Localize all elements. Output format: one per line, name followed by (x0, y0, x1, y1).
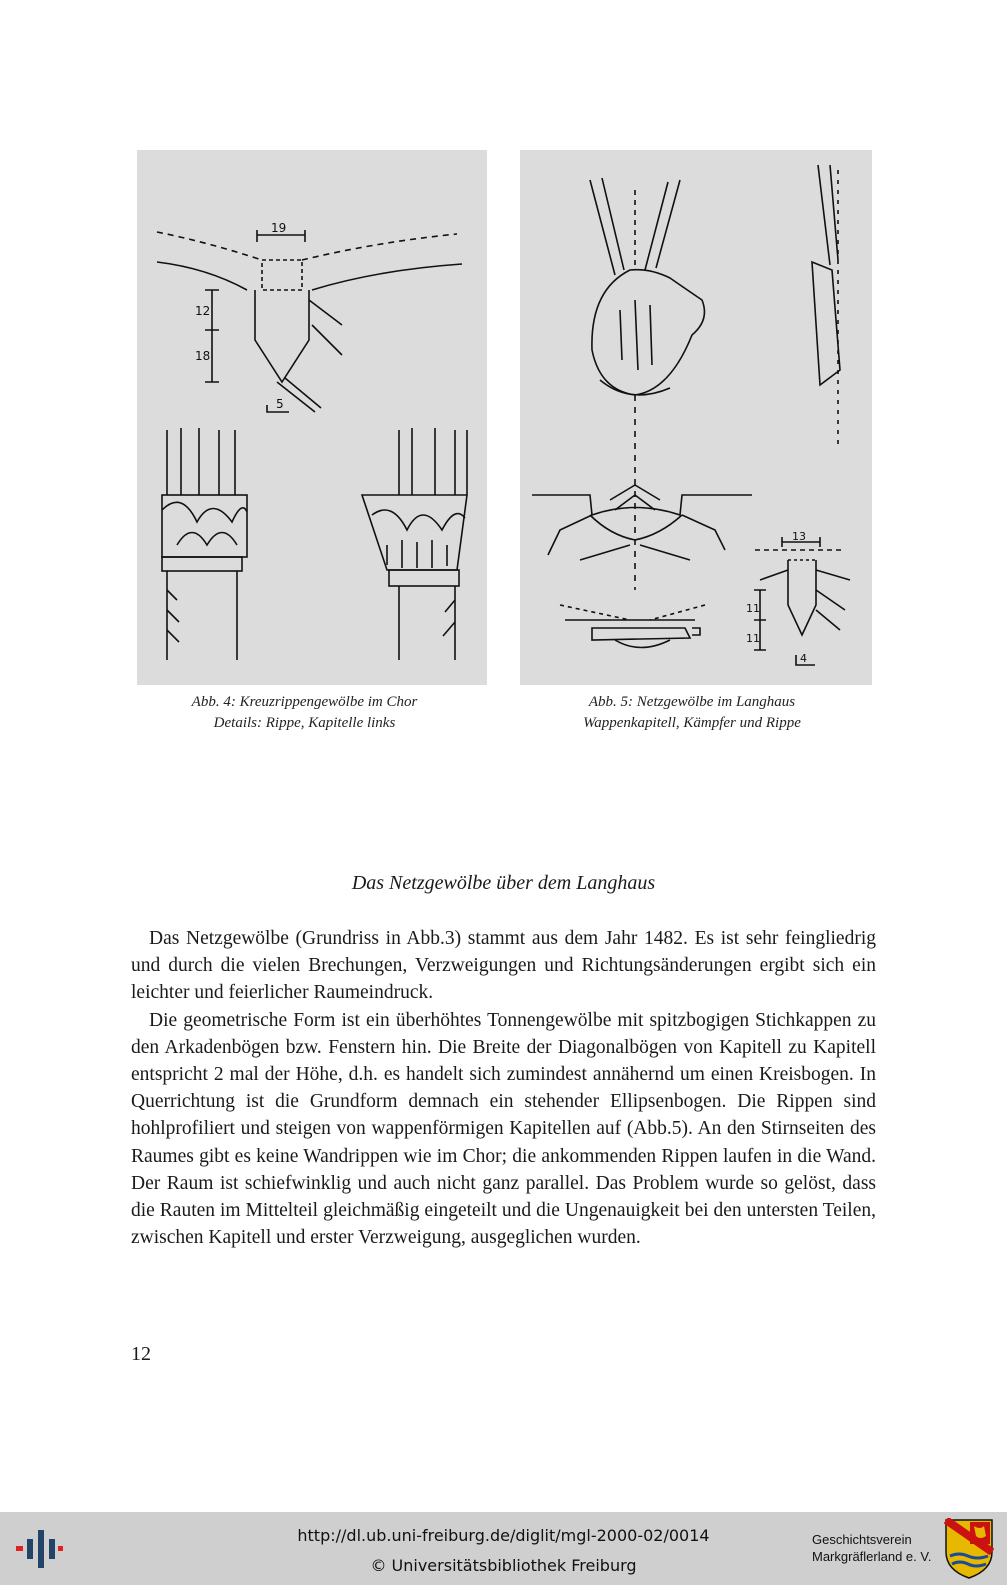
dim-label-13: 13 (792, 530, 806, 543)
abb4-sketch (137, 150, 487, 685)
society-line: Markgräflerland e. V. (812, 1549, 932, 1564)
dim-label-4: 4 (800, 652, 807, 665)
society-line: Geschichtsverein (812, 1532, 912, 1547)
footer-society-name (812, 1531, 942, 1565)
dim-label-11b: 11 (746, 632, 760, 645)
paragraph: Das Netzgewölbe (Grundriss in Abb.3) stammt aus dem Jahr 1482. Es ist sehr feingliedrig und durch die vielen Brechungen, Verzweigungen und Richtungsänderungen ergibt sich ein leichter und feierlicher Raumeindruck. (131, 928, 876, 1004)
dim-label-18: 18 (195, 349, 211, 363)
footer-url-link[interactable]: http://dl.ub.uni-freiburg.de/diglit/mgl-2000-02/0014 (297, 1526, 710, 1545)
dim-label-12: 12 (195, 304, 211, 318)
section-heading: Das Netzgewölbe über dem Langhaus (351, 872, 656, 894)
caption-line: Abb. 4: Kreuzrippengewölbe im Chor (191, 694, 418, 710)
body-text (131, 925, 876, 1251)
abb5-sketch (520, 150, 872, 685)
figure-abb4-caption (137, 692, 472, 734)
caption-line: Wappenkapitell, Kämpfer und Rippe (583, 715, 801, 731)
dim-label-19: 19 (271, 221, 287, 235)
coat-of-arms-icon (944, 1518, 994, 1580)
dim-label-11a: 11 (746, 602, 760, 615)
footer-copyright: © Universitätsbibliothek Freiburg (370, 1556, 637, 1575)
paragraph: Die geometrische Form ist ein überhöhtes Tonnengewölbe mit spitzbogigen Stichkappen zu den Arkadenbögen bzw. Fenstern hin. Die Breite der Diagonalbögen von Kapitell zu Kapitell entspricht 2 mal der Höhe, d.h. es handelt sich zumindest annähernd um einen Kreisbogen. In Querrichtung ist die Grundform demnach ein stehender Ellipsenbogen. Die Rippen sind hohlprofiliert und steigen von wappenförmigen Kapitellen auf (Abb.5). An den Stirnseiten des Raumes gibt es keine Wandrippen wie im Chor; die ankommenden Rippen laufen in die Wand. Der Raum ist schiefwinklig und auch nicht ganz parallel. Das Problem wurde so gelöst, dass die Rauten im Mittelteil gleichmäßig eingeteilt und die Ungenauigkeit bei den untersten Teilen, zwischen Kapitell und erster Verzweigung, ausgeglichen wurden. (131, 1009, 876, 1249)
caption-line: Details: Rippe, Kapitelle links (213, 715, 396, 731)
page-number: 12 (131, 1343, 151, 1365)
figure-abb4-drawing (137, 150, 487, 685)
dim-label-5: 5 (276, 397, 284, 411)
figure-abb5-drawing (520, 150, 872, 685)
figure-abb5-caption (527, 692, 857, 734)
caption-line: Abb. 5: Netzgewölbe im Langhaus (588, 694, 796, 710)
